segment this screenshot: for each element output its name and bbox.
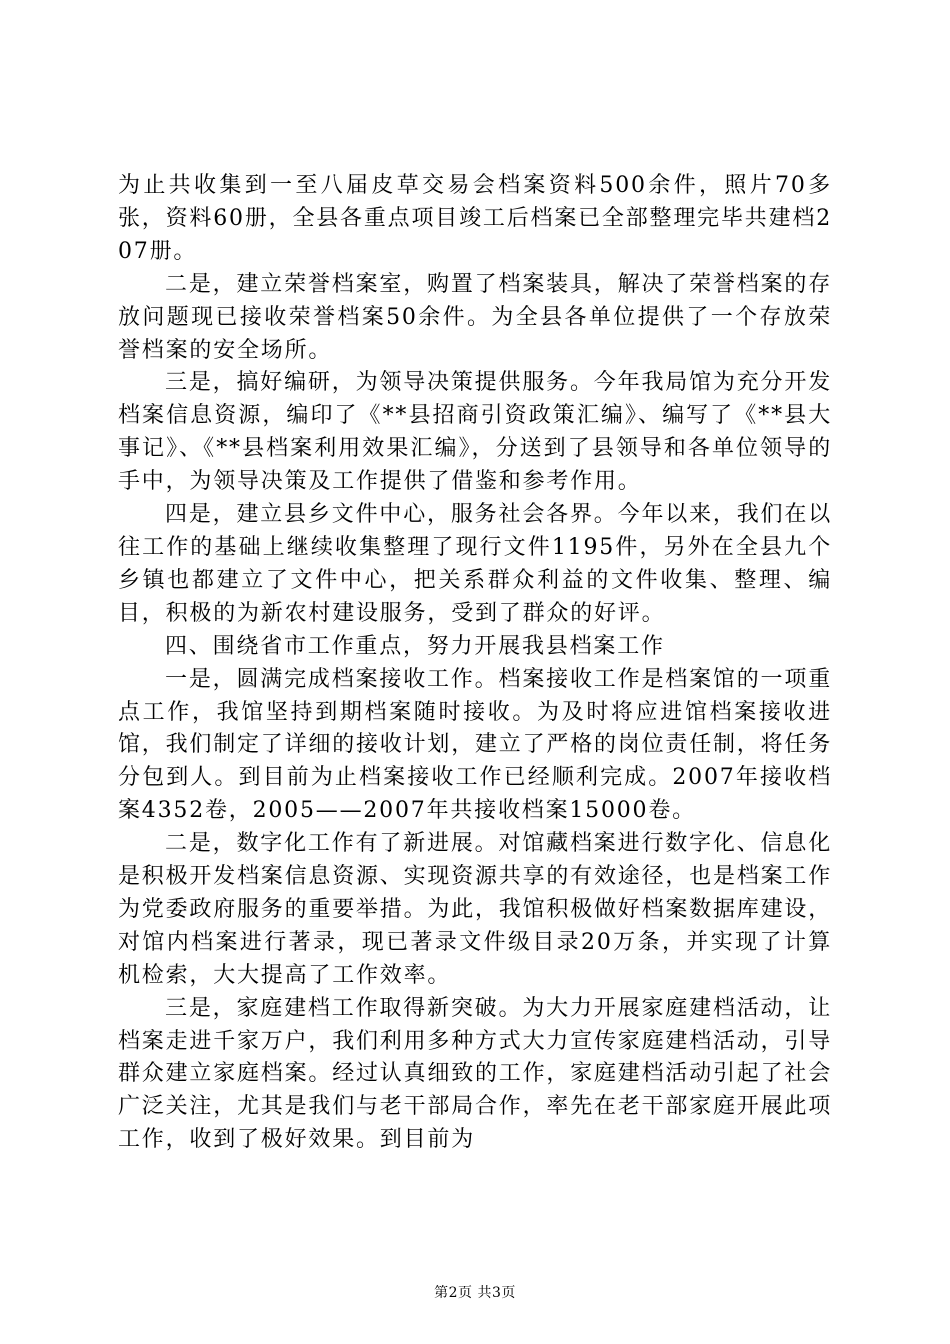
section-heading: 四、围绕省市工作重点，努力开展我县档案工作: [165, 633, 665, 659]
paragraph-6: 一是，圆满完成档案接收工作。档案接收工作是档案馆的一项重点工作，我馆坚持到期档案随时接收。为及时将应进馆档案接收进馆，我们制定了详细的接收计划，建立了严格的岗位责任制，将任务分包到人。到目前为止档案接收工作已经顺利完成。2007年接收档案4352卷，2005——2007年共接收档案15000卷。: [118, 666, 833, 824]
paragraph-7: 二是，数字化工作有了新进展。对馆藏档案进行数字化、信息化是积极开发档案信息资源、实现资源共享的有效途径，也是档案工作为党委政府服务的重要举措。为此，我馆积极做好档案数据库建设，对馆内档案进行著录，现已著录文件级目录20万条，并实现了计算机检索，大大提高了工作效率。: [118, 831, 833, 988]
paragraph-1: 为止共收集到一至八届皮草交易会档案资料500余件，照片70多张，资料60册，全县各重点项目竣工后档案已全部整理完毕共建档207册。: [118, 173, 832, 264]
paragraph-4: 四是，建立县乡文件中心，服务社会各界。今年以来，我们在以往工作的基础上继续收集整理了现行文件1195件，另外在全县九个乡镇也都建立了文件中心，把关系群众利益的文件收集、整理、编目，积极的为新农村建设服务，受到了群众的好评。: [118, 502, 832, 626]
document-body: [118, 170, 832, 1157]
paragraph-8: 三是，家庭建档工作取得新突破。为大力开展家庭建档活动，让档案走进千家万户，我们利用多种方式大力宣传家庭建档活动，引导群众建立家庭档案。经过认真细致的工作，家庭建档活动引起了社会广泛关注，尤其是我们与老干部局合作，率先在老干部家庭开展此项工作，收到了极好效果。到目前为: [118, 995, 833, 1153]
paragraph-2: 二是，建立荣誉档案室，购置了档案装具，解决了荣誉档案的存放问题现已接收荣誉档案50余件。为全县各单位提供了一个存放荣誉档案的安全场所。: [118, 271, 832, 363]
page-footer: 第2页 共3页: [434, 1285, 516, 1301]
paragraph-3: 三是，搞好编研，为领导决策提供服务。今年我局馆为充分开发档案信息资源，编印了《**县招商引资政策汇编》、编写了《**县大事记》、《**县档案利用效果汇编》，分送到了县领导和各单位领导的手中，为领导决策及工作提供了借鉴和参考作用。: [118, 370, 832, 495]
